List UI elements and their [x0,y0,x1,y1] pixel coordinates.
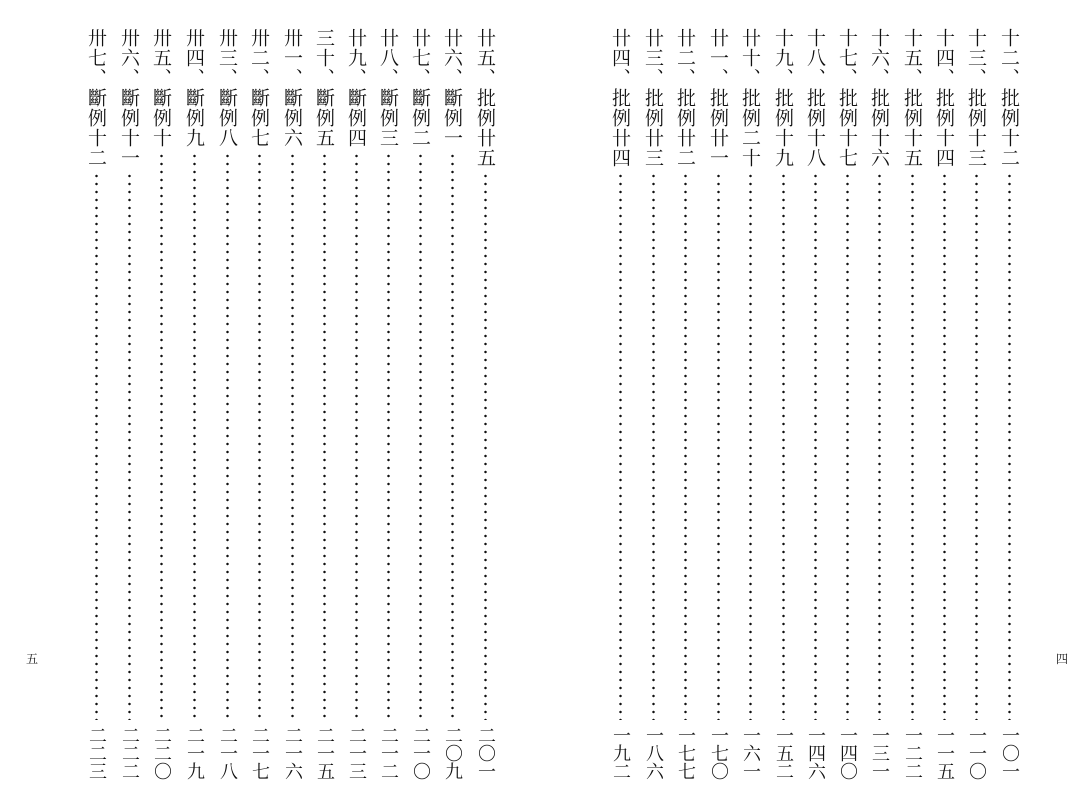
toc-entry-page: 二一八 [217,726,238,780]
toc-entry-title: 十七、批例十七 [836,28,858,168]
toc-entry [641,28,665,780]
toc-entry-page: 二一三 [346,726,367,780]
toc-entry-title: 卅二、斷例七 [248,28,270,148]
right-page [543,0,1086,810]
toc-entry [738,28,762,780]
toc-entry-title: 卅四、斷例九 [183,28,205,148]
toc-entry-page: 一六一 [740,726,761,780]
toc-entry-page: 一五二 [773,726,794,780]
toc-entry-page: 二〇九 [442,726,463,780]
toc-entry-page: 二〇一 [475,726,496,780]
toc-entry-page: 二一二 [378,726,399,780]
toc-entry-page: 二一九 [184,726,205,780]
toc-entry-title: 十八、批例十八 [804,28,826,168]
toc-entry-page: 一七〇 [708,726,729,780]
toc-entry [117,28,141,780]
dot-leader [355,152,358,720]
toc-entry [608,28,632,780]
toc-entry [932,28,956,780]
toc-entry-title: 十九、批例十九 [772,28,794,168]
toc-entry [900,28,924,780]
toc-entry-title: 卅五、斷例十 [150,28,172,148]
toc-entry [771,28,795,780]
toc-entry-title: 卅一、斷例六 [281,28,303,148]
dot-leader [878,172,881,720]
toc-entry-title: 卄十、批例二十 [739,28,761,168]
toc-entry [473,28,497,780]
toc-entry [997,28,1021,780]
toc-entry [803,28,827,780]
toc-entry [706,28,730,780]
dot-leader [291,152,294,720]
toc-entry-title: 卅七、斷例十二 [85,28,107,168]
toc-entry-title: 卄九、斷例四 [345,28,367,148]
toc-entry-title: 十二、批例十二 [998,28,1020,168]
toc-entry-title: 卄六、斷例一 [441,28,463,148]
dot-leader [451,152,454,720]
dot-leader [323,152,326,720]
toc-entry [440,28,464,780]
dot-leader [911,172,914,720]
toc-entry-title: 十六、批例十六 [868,28,890,168]
toc-entry-title: 三十、斷例五 [313,28,335,148]
dot-leader [975,172,978,720]
dot-leader [258,152,261,720]
dot-leader [1008,172,1011,720]
toc-entry-page: 一七七 [675,726,696,780]
toc-entry-page: 一八六 [643,726,664,780]
toc-entry-title: 卄四、批例卄四 [609,28,631,168]
toc-entry-title: 卄五、批例卄五 [474,28,496,168]
dot-leader [846,172,849,720]
toc-entry-page: 一一五 [934,726,955,780]
toc-entry-page: 一九二 [610,726,631,780]
toc-entry [312,28,336,780]
dot-leader [193,152,196,720]
dot-leader [226,152,229,720]
dot-leader [652,172,655,720]
toc-entry-page: 一三一 [869,726,890,780]
toc-entry [182,28,206,780]
toc-entry-page: 二一〇 [410,726,431,780]
toc-entry [867,28,891,780]
toc-entry-title: 卄八、斷例三 [377,28,399,148]
toc-entry-title: 十四、批例十四 [933,28,955,168]
toc-entry [280,28,304,780]
dot-leader [128,172,131,720]
toc-entry [247,28,271,780]
toc-entry-page: 二一七 [249,726,270,780]
toc-entry [408,28,432,780]
dot-leader [95,172,98,720]
dot-leader [160,152,163,720]
page-folio: 四 [1056,652,1069,666]
toc-entry-page: 二二二 [119,726,140,780]
toc-entry [964,28,988,780]
dot-leader [484,172,487,720]
dot-leader [749,172,752,720]
dot-leader [419,152,422,720]
toc-entry-page: 二二三 [86,726,107,780]
toc-entry-title: 卄一、批例卄一 [707,28,729,168]
toc-entry-page: 二二〇 [151,726,172,780]
toc-entry-title: 卄七、斷例二 [409,28,431,148]
toc-entry-page: 一一〇 [966,726,987,780]
page-folio: 五 [26,652,39,666]
toc-entry [344,28,368,780]
toc-entry-page: 二一五 [314,726,335,780]
dot-leader [717,172,720,720]
toc-entry-title: 十五、批例十五 [901,28,923,168]
dot-leader [387,152,390,720]
dot-leader [684,172,687,720]
toc-entry [376,28,400,780]
toc-entry-title: 十三、批例十三 [965,28,987,168]
dot-leader [814,172,817,720]
toc-entry-title: 卅六、斷例十一 [118,28,140,168]
toc-entry [673,28,697,780]
toc-entry-page: 二一六 [282,726,303,780]
toc-entry-page: 一四六 [805,726,826,780]
toc-entry [149,28,173,780]
dot-leader [619,172,622,720]
dot-leader [943,172,946,720]
toc-entry-title: 卅三、斷例八 [216,28,238,148]
toc-entry-page: 一〇一 [999,726,1020,780]
toc-entry [835,28,859,780]
toc-entry-title: 卄三、批例卄三 [642,28,664,168]
toc-entry-page: 一二二 [902,726,923,780]
toc-entry [84,28,108,780]
toc-entry-page: 一四〇 [837,726,858,780]
dot-leader [782,172,785,720]
toc-entry-title: 卄二、批例卄二 [674,28,696,168]
toc-entry [215,28,239,780]
